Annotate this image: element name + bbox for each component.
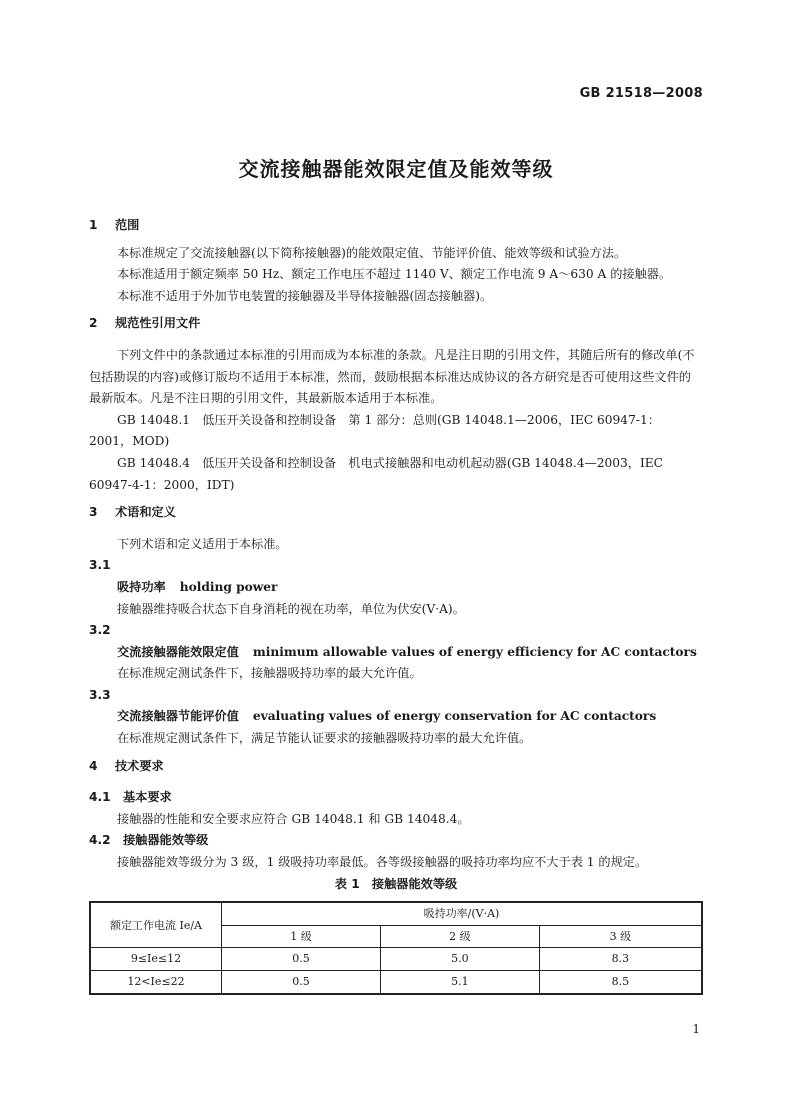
normative-reference: GB 14048.4 低压开关设备和控制设备 机电式接触器和电动机起动器(GB 14048.4—2003，IEC 60947-4-1：2000，IDT) [89, 455, 663, 492]
table-cell: 0.5 [222, 971, 381, 994]
section-title: 术语和定义 [115, 505, 176, 520]
document-body [89, 215, 703, 995]
table-row [90, 948, 702, 971]
term-definition: 在标准规定测试条件下，接触器吸持功率的最大允许值。 [117, 666, 422, 681]
term-number: 3.1 [89, 558, 111, 573]
term-en: minimum allowable values of energy efficiency for AC contactors [252, 644, 697, 659]
term-en: holding power [179, 579, 278, 594]
table-cell: 0.5 [222, 948, 381, 971]
table-row-header: 额定工作电流 Ie/A [90, 902, 222, 948]
table-grade-header: 2 级 [380, 925, 539, 948]
paragraph: 本标准适用于额定频率 50 Hz、额定工作电压不超过 1140 V、额定工作电流 9 A～630 A 的接触器。 [117, 267, 672, 282]
paragraph: 下列文件中的条款通过本标准的引用而成为本标准的条款。凡是注日期的引用文件，其随后所有的修改单(不包括勘误的内容)或修订版均不适用于本标准，然而，鼓励根据本标准达成协议的各方研究是否可使用这些文件的最新版本。凡是不注日期的引用文件，其最新版本适用于本标准。 [89, 347, 695, 406]
section-1-heading [89, 215, 703, 237]
table-row [90, 971, 702, 994]
subsection-title: 基本要求 [123, 790, 172, 805]
table-cell: 5.0 [380, 948, 539, 971]
subsection-4-1-heading [89, 787, 703, 809]
paragraph: 接触器能效等级分为 3 级，1 级吸持功率最低。各等级接触器的吸持功率均应不大于表 1 的规定。 [117, 855, 648, 870]
term-cn: 吸持功率 [117, 579, 166, 594]
section-2-heading [89, 313, 703, 335]
term-entry [89, 706, 703, 728]
term-en: evaluating values of energy conservation for AC contactors [252, 709, 657, 724]
section-3-heading [89, 502, 703, 524]
normative-reference: GB 14048.1 低压开关设备和控制设备 第 1 部分：总则(GB 14048.1—2006，IEC 60947-1：2001，MOD) [89, 412, 660, 449]
section-title: 规范性引用文件 [115, 316, 201, 331]
section-number: 3 [89, 505, 98, 520]
term-number: 3.2 [89, 623, 111, 638]
section-number: 2 [89, 316, 98, 331]
page-number: 1 [692, 1022, 700, 1036]
paragraph: 接触器的性能和安全要求应符合 GB 14048.1 和 GB 14048.4。 [117, 811, 470, 826]
subsection-number: 4.1 [89, 790, 111, 805]
term-definition: 在标准规定测试条件下，满足节能认证要求的接触器吸持功率的最大允许值。 [117, 731, 532, 746]
table-row-label: 9≤Ie≤12 [90, 948, 222, 971]
term-definition: 接触器维持吸合状态下自身消耗的视在功率，单位为伏安(V·A)。 [117, 601, 465, 616]
paragraph: 本标准不适用于外加节电装置的接触器及半导体接触器(固态接触器)。 [117, 288, 493, 303]
section-title: 范围 [115, 218, 140, 232]
energy-efficiency-grade-table [89, 901, 703, 994]
table-cell: 8.3 [539, 948, 702, 971]
section-4-heading [89, 756, 703, 778]
subsection-4-2-heading [89, 830, 703, 852]
term-number: 3.3 [89, 687, 111, 702]
table-cell: 8.5 [539, 971, 702, 994]
table-grade-header: 1 级 [222, 925, 381, 948]
subsection-title: 接触器能效等级 [123, 833, 209, 848]
section-title: 技术要求 [115, 758, 164, 773]
standard-number: GB 21518—2008 [579, 86, 703, 101]
section-number: 4 [89, 758, 98, 773]
table-header-row [90, 902, 702, 925]
subsection-number: 4.2 [89, 833, 111, 848]
term-cn: 交流接触器节能评价值 [117, 709, 239, 724]
table-cell: 5.1 [380, 971, 539, 994]
term-entry [89, 642, 703, 664]
paragraph: 下列术语和定义适用于本标准。 [117, 536, 288, 551]
term-entry [89, 577, 703, 599]
document-title: 交流接触器能效限定值及能效等级 [238, 157, 554, 181]
section-number: 1 [89, 218, 98, 232]
table-grade-header: 3 级 [539, 925, 702, 948]
term-cn: 交流接触器能效限定值 [117, 644, 239, 659]
table-group-header: 吸持功率/(V·A) [222, 902, 703, 925]
table-row-label: 12<Ie≤22 [90, 971, 222, 994]
table-caption: 表 1 接触器能效等级 [334, 876, 458, 891]
paragraph: 本标准规定了交流接触器(以下简称接触器)的能效限定值、节能评价值、能效等级和试验方法。 [117, 245, 627, 260]
